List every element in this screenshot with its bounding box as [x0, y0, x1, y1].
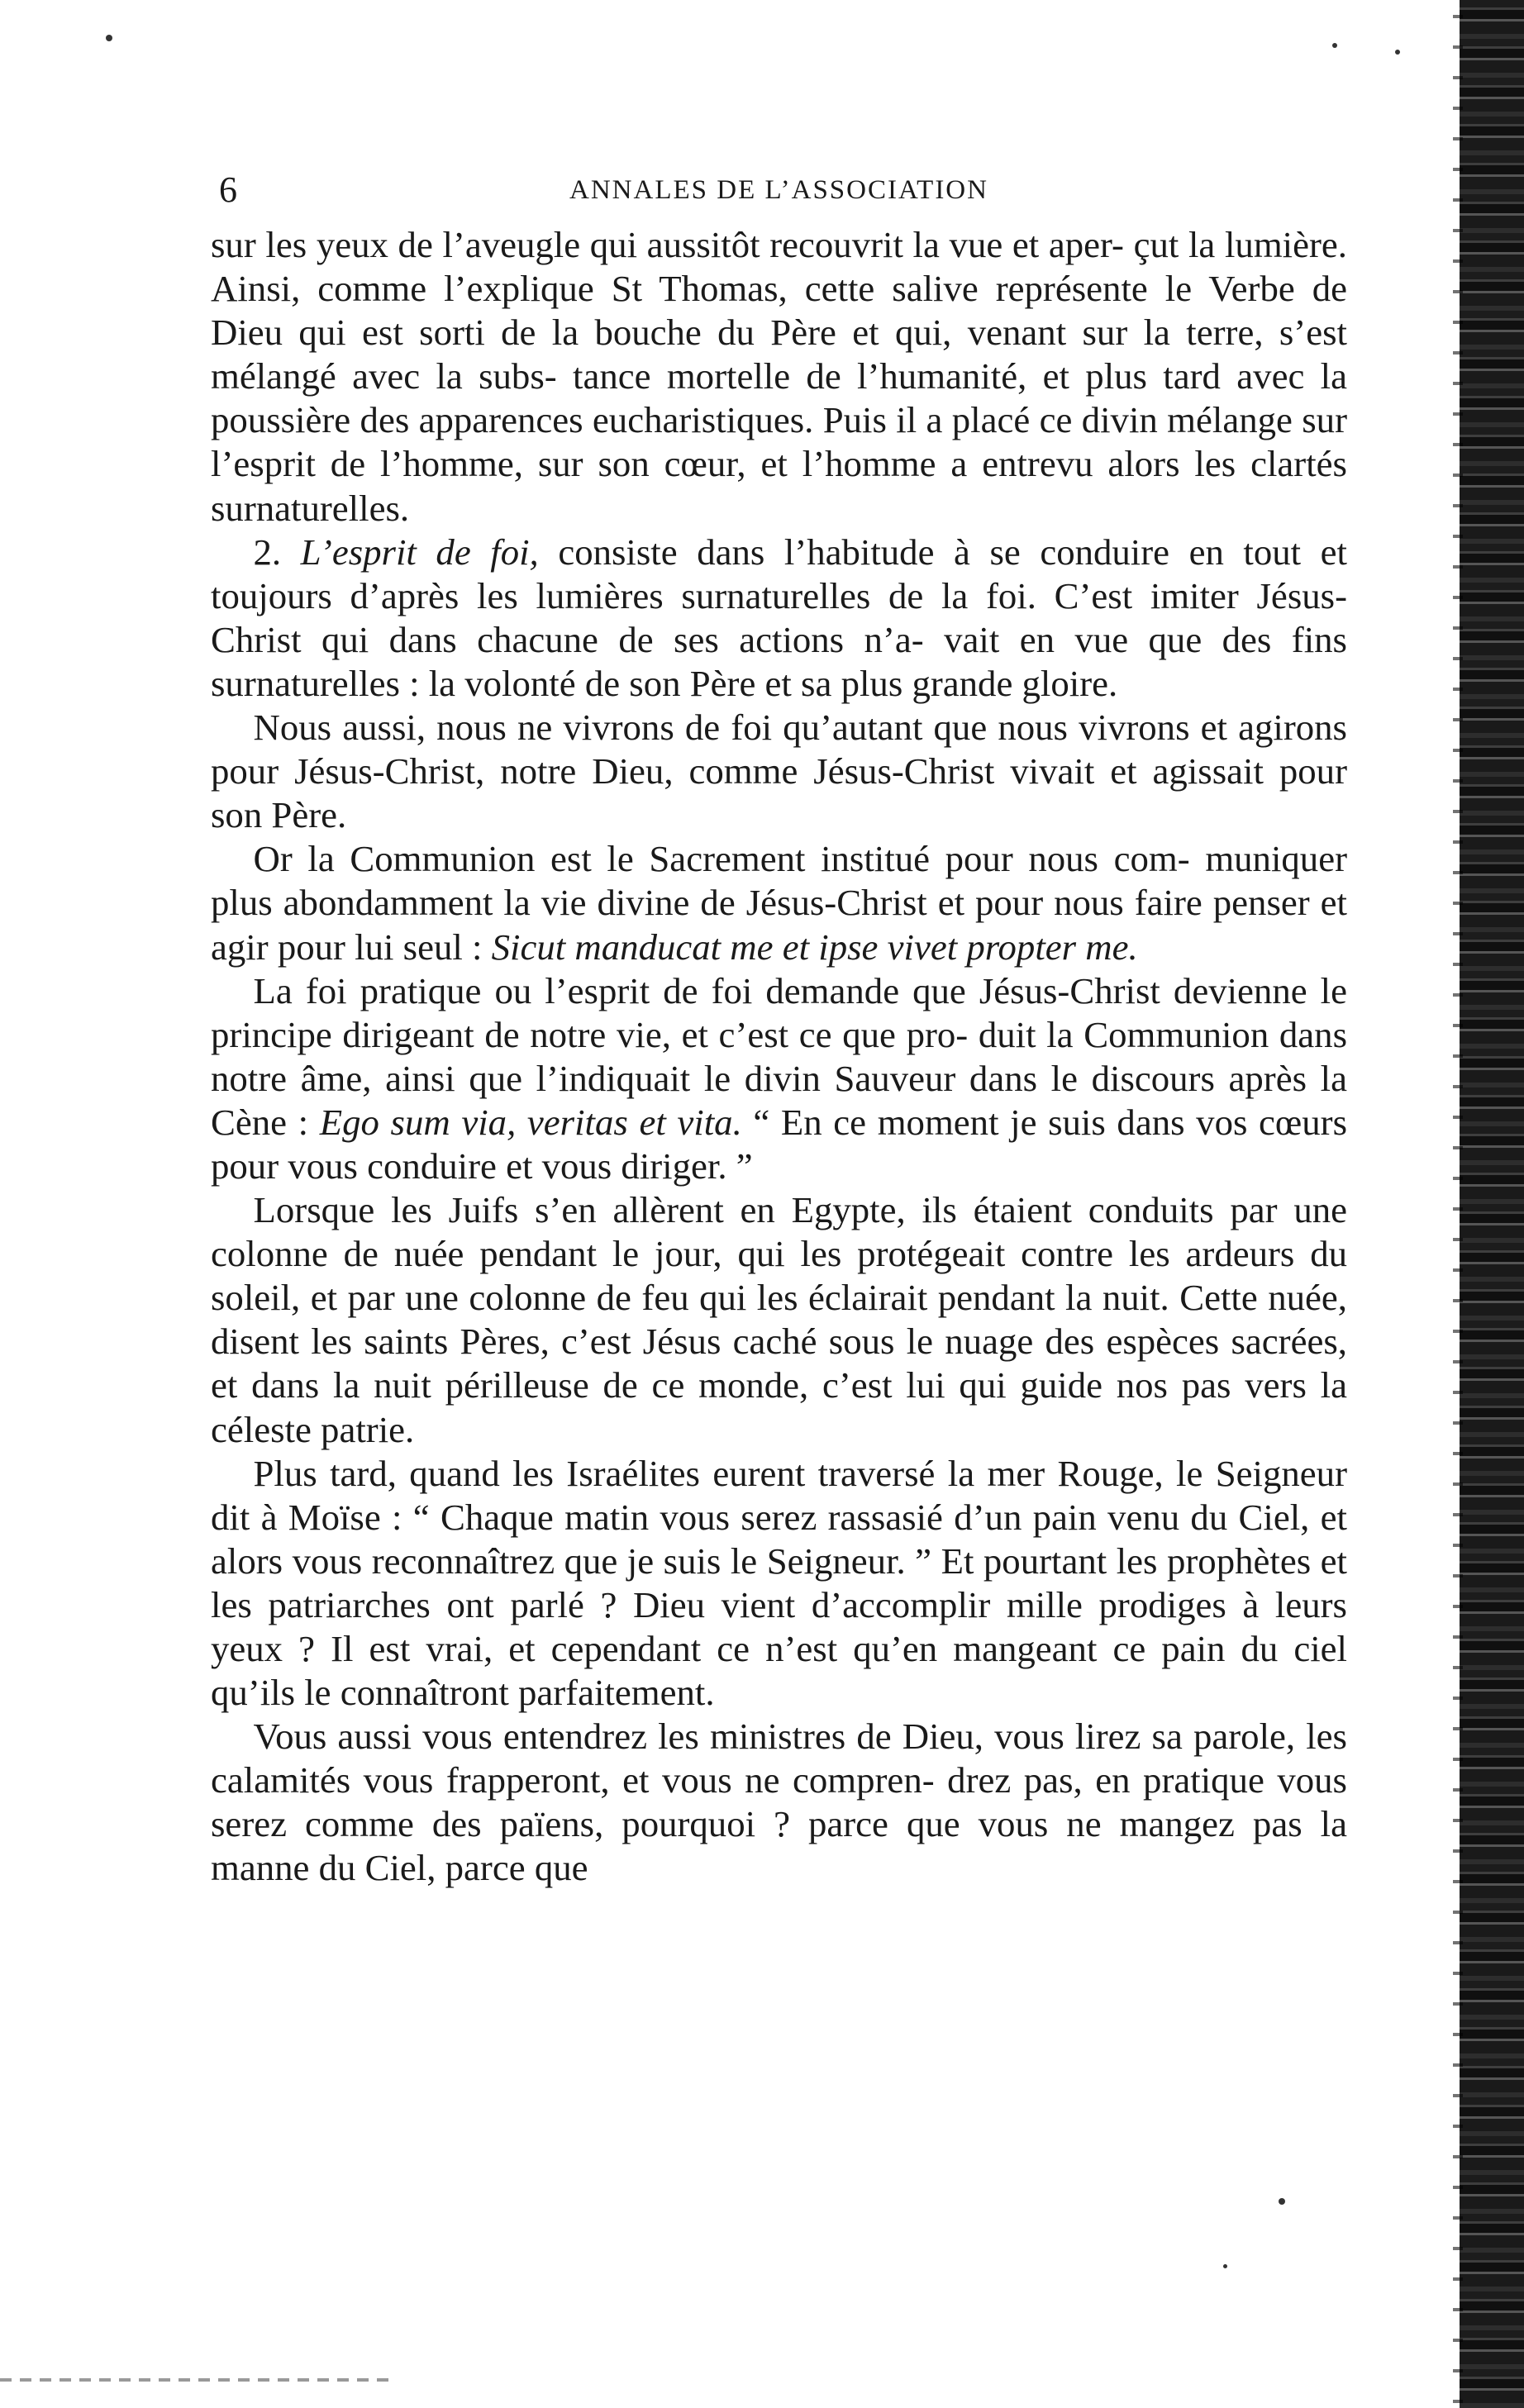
paragraph-4-latin-quote: Sicut manducat me et ipse vivet propter me. [491, 926, 1138, 968]
book-page [211, 165, 1347, 1891]
paragraph-2-number: 2. [253, 531, 301, 573]
paragraph-5 [211, 969, 1347, 1188]
paragraph-2 [211, 531, 1347, 706]
book-edge-shadow [1460, 0, 1524, 2408]
paragraph-3-text: Nous aussi, nous ne vivrons de foi qu’autant que nous vivrons et agirons pour Jésus-Christ, notre Dieu, comme Jésus-Christ vivait et agissait pour son Père. [211, 707, 1347, 836]
page-number: 6 [219, 169, 237, 210]
paragraph-3 [211, 706, 1347, 837]
scan-artifact-strip [0, 2378, 388, 2382]
paragraph-7 [211, 1452, 1347, 1716]
paragraph-6 [211, 1188, 1347, 1452]
paragraph-2-heading: L’esprit de foi, [300, 531, 539, 573]
scan-speck [1395, 50, 1400, 55]
paragraph-7-text: Plus tard, quand les Israélites eurent traversé la mer Rouge, le Seigneur dit à Moïse : “ Chaque matin vous serez rassasié d’un pain venu du Ciel, et alors vous reconnaîtrez que je suis le Seigneur. ” Et pourtant les prophètes et les patriarches ont parlé ? Dieu vient d’accomplir mille prodiges à leurs yeux ? Il est vrai, et cependant ce n’est qu’en mangeant ce pain du ciel qu’ils le connaîtront parfaitement. [211, 1452, 1347, 1714]
scan-speck [1332, 43, 1337, 48]
paragraph-5-text: La foi pratique ou l’esprit de foi demande que Jésus-Christ devienne le principe dirigeant de notre vie, et c’est ce que pro- duit la Communion dans notre âme, ainsi que l’indiquait le divin Sauveur dans le discours après la Cène : [211, 969, 1347, 1143]
paragraph-4-text: Or la Communion est le Sacrement institué pour nous com- muniquer plus abondamment la vie divine de Jésus-Christ et pour nous faire penser et agir pour lui seul : [211, 838, 1347, 968]
body-text [211, 223, 1347, 1891]
scan-speck [106, 35, 112, 41]
running-title: ANNALES DE L’ASSOCIATION [569, 175, 988, 205]
page-header [211, 165, 1347, 223]
paragraph-6-text: Lorsque les Juifs s’en allèrent en Egypte, ils étaient conduits par une colonne de nuée pendant le jour, qui les protégeait contre les ardeurs du soleil, et par une colonne de feu qui les éclairait pendant la nuit. Cette nuée, disent les saints Pères, c’est Jésus caché sous le nuage des espèces sacrées, et dans la nuit périlleuse de ce monde, c’est lui qui guide nos pas vers la céleste patrie. [211, 1189, 1347, 1450]
scan-speck [1279, 2198, 1285, 2205]
paragraph-1-text: sur les yeux de l’aveugle qui aussitôt recouvrit la vue et aper- çut la lumière. Ainsi, comme l’explique St Thomas, cette salive représente le Verbe de Dieu qui est sorti de la bouche du Père et qui, venant sur la terre, s’est mélangé avec la subs- tance mortelle de l’humanité, et plus tard avec la poussière des apparences eucharistiques. Puis il a placé ce divin mélange sur l’esprit de l’homme, sur son cœur, et l’homme a entrevu alors les clartés surnaturelles. [211, 224, 1347, 529]
paragraph-4 [211, 837, 1347, 968]
paragraph-5-text-end: “ En ce moment je suis dans vos cœurs pour vous conduire et vous diriger. ” [211, 1101, 1348, 1187]
paragraph-1 [211, 223, 1347, 531]
paragraph-2-text: consiste dans l’habitude à se conduire en tout et toujours d’après les lumières surnaturelles de la foi. C’est imiter Jésus-Christ qui dans chacune de ses actions n’a- vait en vue que des fins surnaturelles : la volonté de son Père et sa plus grande gloire. [211, 531, 1347, 704]
scan-speck [1223, 2264, 1227, 2268]
paragraph-8 [211, 1715, 1347, 1890]
paragraph-8-text: Vous aussi vous entendrez les ministres de Dieu, vous lirez sa parole, les calamités vous frapperont, et vous ne compren- drez pas, en pratique vous serez comme des païens, pourquoi ? parce que vous ne mangez pas la manne du Ciel, parce que [211, 1716, 1347, 1889]
paragraph-5-latin-quote: Ego sum via, veritas et vita. [319, 1101, 742, 1143]
